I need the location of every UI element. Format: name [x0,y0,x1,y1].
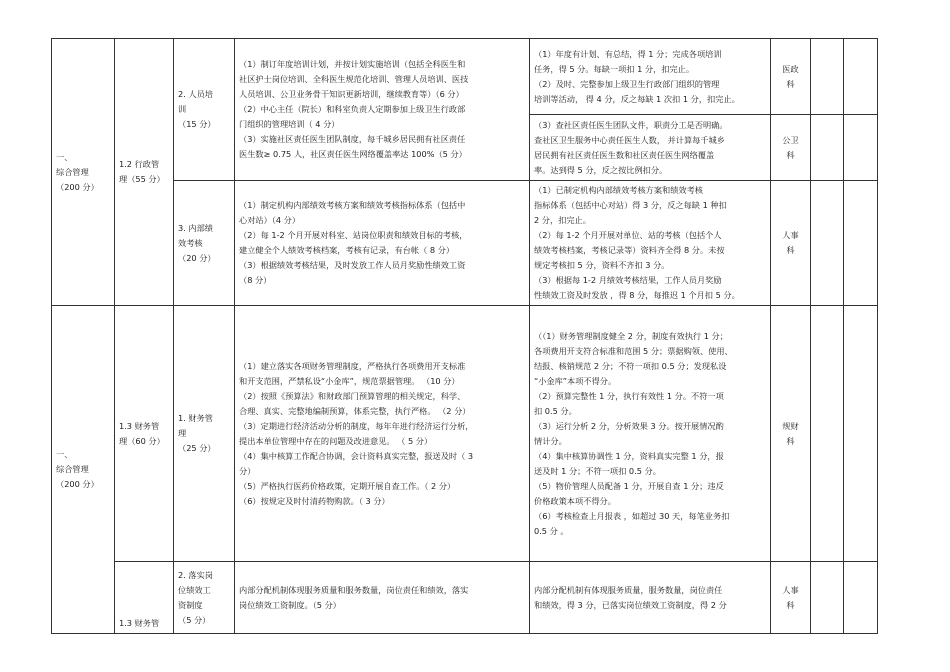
content-line: 医生数≥ 0.75 人，社区责任医生网络覆盖率达 100%（5 分） [239,149,467,159]
standard-line: 内部分配机制有体现服务质量，服务数量，岗位责任 [534,584,723,595]
item-name: 2. 落实岗 [178,569,213,580]
content-line: 内部分配机制体现服务质量和服务数量，岗位责任和绩效，落实 [239,584,469,595]
department-label: 科 [786,245,795,255]
standard-line: 率。达到得 5 分，反之按比例扣分。 [534,164,668,175]
content-cell [235,306,530,562]
standard-line: 价格政策本项不得分。 [534,495,616,506]
item-name: 3. 内部绩 [178,222,213,233]
content-line: （1）建立落实各项财务管理制度，严格执行各项费用开支标准 [239,360,466,371]
table-row [52,39,878,115]
standard-cell [530,115,771,181]
standard-line: 任务，得 5 分。每缺一项扣 1 分，扣完止。 [534,63,695,74]
blank-cell [844,39,878,115]
content-line: （2）中心主任（院长）和科室负责人定期参加上级卫生行政部 [239,104,466,114]
standard-line: （3）运行分析 2 分，分析效果 3 分。按开展情况酌 [534,420,724,431]
subcategory-cell [115,39,174,306]
department-label: 科 [786,149,795,160]
department-label: 公卫 [782,134,799,145]
standard-line: 2 分，扣完止。 [534,215,591,225]
standard-cell [530,306,771,562]
standard-line: （1）已制定机构内部绩效考核方案和绩效考核 [534,185,703,195]
category-title: 综合管理 [56,166,89,177]
item-name: 位绩效工 [178,584,211,595]
category-cell [52,306,115,634]
item-name: 1. 财务管 [178,413,213,423]
standard-line: （2）每 1-2 个月开展对单位、站的考核（包括个人 [534,230,722,240]
department-cell [771,562,811,634]
category-title: 综合管理 [56,464,89,474]
department-label: 科 [786,78,795,89]
subcategory-title: 1.3 财务管 [119,618,160,628]
standard-line: 情计分。 [534,435,567,446]
department-label: 医政 [782,63,799,74]
content-line: （3）实施社区责任医生团队制度，每千城乡居民拥有社区责任 [239,134,466,144]
content-line: 心对站）（4 分） [239,215,301,225]
department-label: 人事 [782,230,799,240]
content-line: （1）制订年度培训计划，并按计划实施培训（包括全科医生和 [239,59,466,69]
standard-line: 培训等活动， 得 4 分，反之每缺 1 次扣 1 分，扣完止。 [534,93,740,104]
item-name: 理 [178,428,187,438]
item-name-cell [174,562,235,634]
category-score: （200 分） [56,479,99,489]
subcategory-cell [115,562,174,634]
content-line: 和开支范围，严禁私设“小金库”，规范票据管理。 （10 分） [239,375,460,386]
standard-cell [530,562,771,634]
content-line: 门组织的管理培训（ 4 分） [239,119,340,129]
blank-cell [811,115,844,181]
standard-line: （1）年度有计划、有总结，得 1 分；完成各项培训 [534,48,722,59]
standard-line: （（1）财务管理制度健全 2 分，制度有效执行 1 分； [534,330,728,341]
standard-line: （2）预算完整性 1 分，执行有效性 1 分。不符一项 [534,390,724,401]
department-cell [771,181,811,306]
content-line: （8 分） [239,275,272,285]
standard-line: 扣 0.5 分。 [534,405,577,416]
category-cell [52,39,115,306]
content-line: （3）定期进行经济活动分析的制度，每年年进行经济运行分析， [239,420,474,431]
item-name: 效考核 [178,237,203,248]
table-row [52,181,878,306]
department-label: 科 [786,435,795,446]
blank-cell [844,306,878,562]
content-line: （4）集中核算工作配合协调，会计资料真实完整，报送及时（ 3 [239,450,474,461]
subcategory-score: 理（55 分） [119,174,165,184]
content-line: （1）制定机构内部绩效考核方案和绩效考核指标体系（包括中 [239,200,466,210]
assessment-table [51,38,878,634]
content-line: 提出本单位管理中存在的问题及改进意见。 （ 5 分） [239,435,433,446]
standard-line: 规定考核扣 5 分，资料不齐扣 3 分。 [534,260,670,270]
standard-line: 性绩效工资及时发放 ，得 8 分，每推迟 1 个月扣 5 分。 [534,290,740,300]
content-line: （3）根据绩效考核结果，及时发放工作人员月奖励性绩效工资 [239,260,466,270]
subcategory-score: 理（60 分） [119,435,165,446]
content-line: （6）按规定及时付清药物购款。（ 3 分） [239,495,390,506]
subcategory-cell [115,306,174,562]
standard-line: 和绩效，得 3 分，已落实岗位绩效工资制度，得 2 分 [534,599,727,610]
department-cell [771,39,811,115]
content-line: 建立健全个人绩效考核档案，考核有记录，有台帐（ 8 分） [239,245,455,255]
item-score: （20 分） [178,252,216,263]
standard-line: 绩效考核档案，考核记录等）资料齐全得 8 分。未按 [534,245,725,255]
item-name-cell [174,39,235,181]
item-name-cell [174,306,235,562]
blank-cell [811,39,844,115]
content-line: 岗位绩效工资制度。（5 分） [239,599,341,610]
item-score: （5 分） [178,614,211,625]
standard-line: （6）考核检查上月报表 ，如超过 30 天，每笔业务扣 [534,510,730,521]
content-line: （5）严格执行医药价格政策，定期开展自查工作。（ 2 分） [239,480,456,491]
item-name: 2. 人员培 [178,89,213,99]
standard-line: “小金库”本项不得分。 [534,375,617,386]
content-cell [235,39,530,181]
subcategory-title: 1.2 行政管 [119,159,160,169]
content-line: （2）按照《预算法》和财政部门预算管理的相关规定，科学、 [239,390,466,401]
standard-line: 送及时 1 分；不符一项扣 0.5 分。 [534,465,661,476]
content-line: 合理、真实、完整地编制预算，体系完整，执行严格。 （2 分） [239,405,471,416]
department-label: 规财 [782,420,799,431]
department-cell [771,306,811,562]
item-name: 训 [178,104,187,114]
standard-line: （2）及时、完整参加上级卫生行政部门组织的管理 [534,78,720,89]
category-number: 一、 [56,449,73,459]
content-line: （2）每 1-2 个月开展对科室、站岗位职责和绩效目标的考核， [239,230,468,240]
table-row [52,562,878,634]
subcategory-title: 1.3 财务管 [119,420,160,431]
standard-line: 居民拥有社区责任医生数和社区责任医生网络覆盖 [534,149,715,160]
blank-cell [844,562,878,634]
standard-line: （3）根据每 1-2 月绩效考核结果，工作人员月奖励 [534,275,722,285]
standard-cell [530,181,771,306]
item-name: 资制度 [178,599,203,610]
standard-line: 指标体系（包括中心对站）得 3 分，反之每缺 1 种扣 [534,200,727,210]
content-line: 人员培训、公卫业务骨干知识更新培训，继续教育等）（6 分） [239,89,464,99]
blank-cell [811,562,844,634]
item-score: （15 分） [178,119,216,129]
standard-line: 查社区卫生服务中心责任医生人数， 并计算每千城乡 [534,134,725,145]
content-cell [235,562,530,634]
standard-cell [530,39,771,115]
standard-line: 结报、核销规范 2 分；不符一项扣 0.5 分；发现私设 [534,360,727,371]
standard-line: （5）物价管理人员配备 1 分，开展自查 1 分；违反 [534,480,724,491]
category-score: （200 分） [56,181,99,192]
standard-line: 各项费用开支符合标准和范围 5 分；票据购领、使用、 [534,345,733,356]
standard-line: （4）集中核算协调性 1 分，资料真实完整 1 分，报 [534,450,724,461]
table-row [52,306,878,562]
content-cell [235,181,530,306]
blank-cell [844,181,878,306]
department-label: 人事 [782,584,799,595]
standard-line: 0.5 分 。 [534,525,569,536]
blank-cell [811,306,844,562]
standard-line: （3）查社区责任医生团队文件，职责分工是否明确。 [534,119,728,130]
item-score: （25 分） [178,443,216,453]
item-name-cell [174,181,235,306]
blank-cell [811,181,844,306]
content-line: 社区护士岗位培训、全科医生规范化培训、管理人员培训、医技 [239,74,469,84]
content-line: 分） [239,465,256,476]
department-cell [771,115,811,181]
blank-cell [844,115,878,181]
department-label: 科 [786,599,795,610]
category-number: 一、 [56,151,73,162]
